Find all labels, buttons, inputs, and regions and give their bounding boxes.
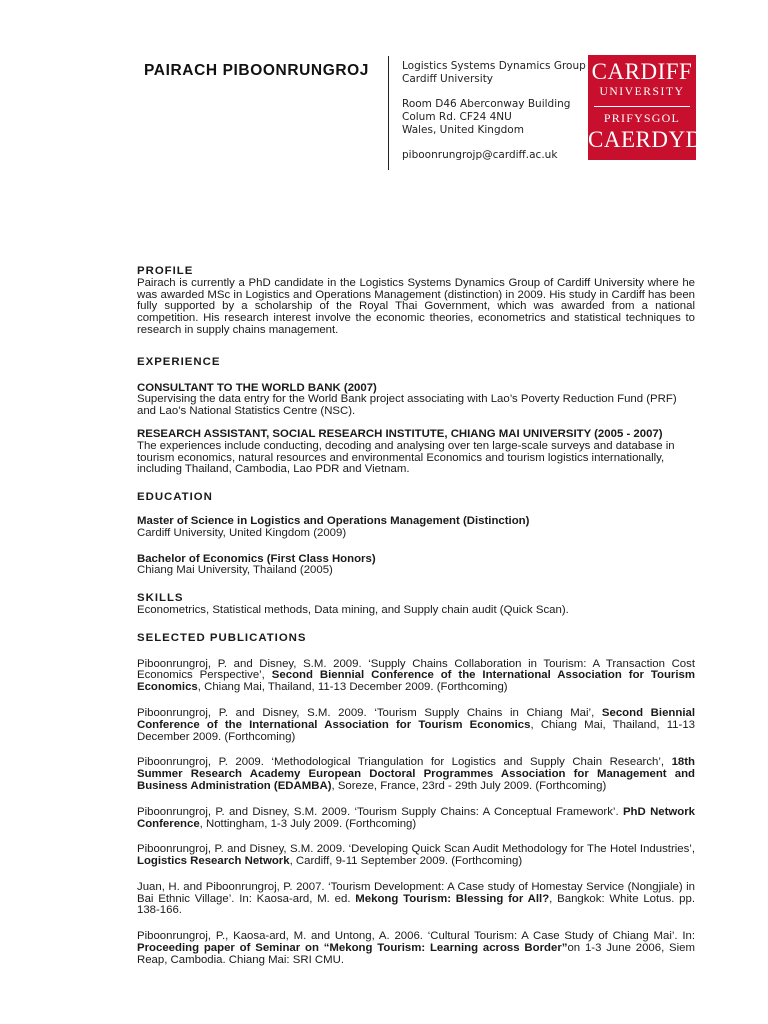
experience-heading: CONSULTANT TO THE WORLD BANK (2007)	[137, 381, 377, 394]
contact-line: Room D46 Aberconway Building	[402, 98, 571, 110]
skills-text: Econometrics, Statistical methods, Data mining, and Supply chain audit (Quick Scan).	[137, 603, 569, 616]
cardiff-university-logo	[588, 55, 720, 160]
contact-line: Wales, United Kingdom	[402, 124, 524, 136]
experience-text: The experiences include conducting, decoding and analysing over ten large-scale surveys and database in tourism economics, natural resources and environmental Economics and tourism logistics internationally, including Thailand, Cambodia, Lao PDR and Vietnam.	[137, 439, 675, 476]
publication-details: , Cardiff, 9-11 September 2009. (Forthcoming)	[289, 855, 523, 868]
publication-authors: Piboonrungroj, P., Kaosa-ard, M. and Untong, A. 2006. ‘Cultural Tourism: A Case Study of Chiang Mai’. In:	[137, 930, 695, 943]
publication-item	[137, 807, 695, 831]
publication-authors: Piboonrungroj, P. 2009. ‘Methodological Triangulation for Logistics and Supply Chain Research’,	[137, 756, 672, 769]
contact-line: Colum Rd. CF24 4NU	[402, 111, 512, 123]
publication-venue: Second Biennial Conference of the International Association for Tourism Economics	[137, 706, 695, 731]
publication-authors: Piboonrungroj, P. and Disney, S.M. 2009. ‘Tourism Supply Chains in Chiang Mai’,	[137, 706, 602, 719]
experience-text: Supervising the data entry for the World Bank project associating with Lao’s Poverty Reduction Fund (PRF) and Lao’s National Statistics Centre (NSC).	[137, 393, 677, 418]
publication-venue: Second Biennial Conference of the International Association for Tourism Economics	[137, 669, 695, 694]
contact-email: piboonrungrojp@cardiff.ac.uk	[402, 149, 558, 161]
publication-item	[137, 659, 695, 694]
section-title-skills: SKILLS	[137, 592, 184, 605]
logo-line-1: CARDIFF	[591, 59, 693, 84]
contact-gap	[402, 86, 586, 98]
publication-details: , Bangkok: White Lotus. pp. 138-166.	[137, 892, 696, 917]
logo-line-2: UNIVERSITY	[599, 86, 685, 98]
contact-line: Logistics Systems Dynamics Group	[402, 60, 586, 72]
publication-authors: Juan, H. and Piboonrungroj, P. 2007. ‘Tourism Development: A Case study of Homestay Service (Nongjiale) in Bai Ethnic Village’. In: Kaosa-ard, M. ed.	[137, 880, 695, 905]
publication-venue: Mekong Tourism: Blessing for All?	[355, 892, 550, 905]
education-degree: Bachelor of Economics (First Class Honors)	[137, 552, 376, 565]
publication-details: , Chiang Mai, Thailand, 11-13 December 2009. (Forthcoming)	[137, 718, 695, 743]
publication-item	[137, 931, 695, 966]
contact-block	[402, 60, 586, 162]
publication-details: on 1-3 June 2006, Siem Reap, Cambodia. Chiang Mai: SRI CMU.	[137, 942, 696, 966]
publication-details: , Chiang Mai, Thailand, 11-13 December 2009. (Forthcoming)	[197, 681, 508, 694]
education-school: Cardiff University, United Kingdom (2009)	[137, 526, 347, 539]
publication-item	[137, 882, 695, 917]
publication-authors: Piboonrungroj, P. and Disney, S.M. 2009. ‘Tourism Supply Chains: A Conceptual Framework’.	[137, 805, 623, 818]
publication-item	[137, 708, 695, 743]
publication-venue: 18th Summer Research Academy European Doctoral Programmes Association for Management and Business Administration (EDAMBA)	[137, 756, 695, 792]
publication-details: , Nottingham, 1-3 July 2009. (Forthcoming)	[199, 817, 417, 830]
section-title-profile: PROFILE	[137, 265, 194, 277]
logo-line-3: PRIFYSGOL	[603, 111, 681, 125]
publication-authors: Piboonrungroj, P. and Disney, S.M. 2009. ‘Developing Quick Scan Audit Methodology for The Hotel Industries’,	[137, 843, 695, 856]
publication-details: , Soreze, France, 23rd - 29th July 2009. (Forthcoming)	[331, 779, 607, 792]
publication-item	[137, 757, 695, 792]
publication-item	[137, 844, 695, 868]
contact-line: Cardiff University	[402, 73, 494, 85]
profile-text: Pairach is currently a PhD candidate in the Logistics Systems Dynamics Group of Cardiff University where he was awarded MSc in Logistics and Operations Management (distinction) in 2009. His study in Cardiff has been fully supported by a scholarship of the Royal Thai Government, which was awarded from a national competition. His research interest involve the economic theories, econometrics and statistical techniques to research in supply chains management.	[137, 276, 695, 336]
section-title-experience: EXPERIENCE	[137, 355, 221, 368]
header-divider	[388, 56, 389, 170]
section-title-education: EDUCATION	[137, 491, 213, 504]
logo-line-4: CAERDYDD	[588, 127, 720, 152]
cv-body	[137, 266, 695, 967]
logo-separator	[594, 106, 690, 107]
education-school: Chiang Mai University, Thailand (2005)	[137, 564, 333, 577]
experience-heading: RESEARCH ASSISTANT, SOCIAL RESEARCH INSTITUTE, CHIANG MAI UNIVERSITY (2005 - 2007)	[137, 427, 663, 440]
publication-authors: Piboonrungroj, P. and Disney, S.M. 2009. ‘Supply Chains Collaboration in Tourism: A Transaction Cost Economics Perspective’,	[137, 657, 695, 682]
publication-venue: Proceeding paper of Seminar on “Mekong Tourism: Learning across Border”	[137, 942, 568, 955]
publication-venue: Logistics Research Network	[137, 855, 290, 868]
cv-name: PAIRACH PIBOONRUNGROJ	[144, 62, 370, 79]
section-title-publications: SELECTED PUBLICATIONS	[137, 631, 307, 644]
publication-venue: PhD Network Conference	[137, 805, 696, 830]
education-degree: Master of Science in Logistics and Operations Management (Distinction)	[137, 514, 530, 527]
contact-gap	[402, 137, 586, 149]
